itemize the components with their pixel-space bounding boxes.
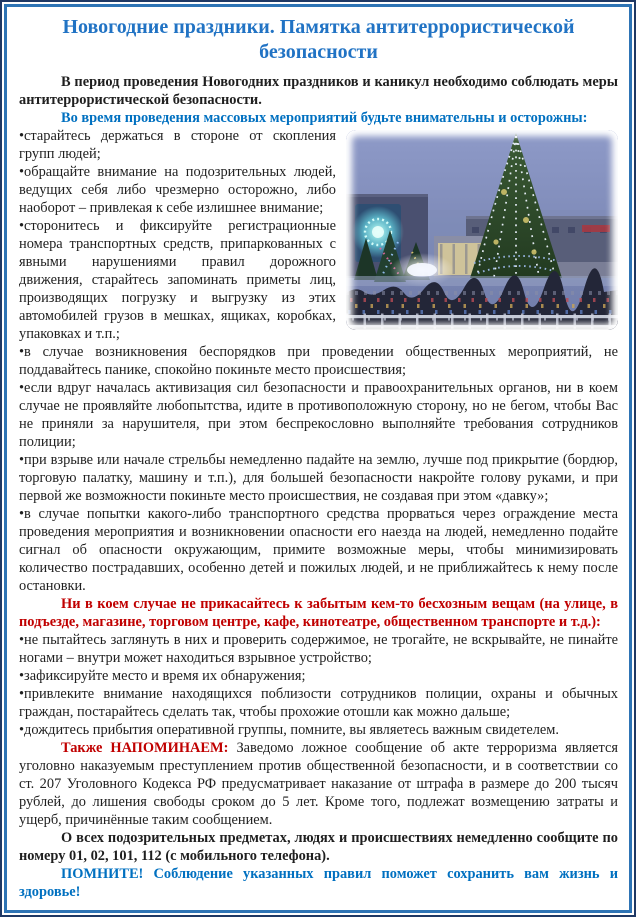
bullet-item: • в случае возникновения беспорядков при проведении общественных мероприятий, не поддавайтесь панике, спокойно покиньте место происшествия; — [19, 343, 618, 379]
media-flow-section — [19, 127, 618, 343]
celebration-photo — [346, 130, 618, 330]
full-width-section — [19, 343, 618, 901]
bullet-item: • старайтесь держаться в стороне от скопления групп людей; — [19, 127, 618, 163]
bullet-item: • обращайте внимание на подозрительных людей, ведущих себя либо чрезмерно осторожно, либо наоборот – привлекая к себе излишнее внимание; — [19, 163, 618, 217]
bullet-item: • если вдруг началась активизация сил безопасности и правоохранительных органов, ни в коем случае не проявляйте любопытства, идите в противоположную сторону, но не бегом, чтобы Вас не приняли за нарушителя, при этом беспрекословно выполняйте требования сотрудников полиции; — [19, 379, 618, 451]
celebration-photo-graphic — [346, 130, 618, 330]
bullet-item: • в случае попытки какого-либо транспортного средства прорваться через ограждение места проведения мероприятия и возникновении опасности его наезда на людей, немедленно подайте сигнал об опасности окружающим, примите возможные меры, чтобы минимизировать количество пострадавших, особенно детей и пожилых людей, и не приближайтесь к нему после остановки. — [19, 505, 618, 595]
bullet-item: • сторонитесь и фиксируйте регистрационные номера транспортных средств, припаркованных с явными нарушениями правил дорожного движения, старайтесь запоминать приметы лиц, производящих погрузку и выгрузку из этих автомобилей грузов в мешках, ящиках, коробках, упаковках и т.п.; — [19, 217, 618, 343]
leaflet-inner-border — [4, 4, 632, 913]
bullet-item: • не пытайтесь заглянуть в них и проверить содержимое, не трогайте, не вскрывайте, не пинайте ногами – внутри может находиться взрывное устройство; — [19, 631, 618, 667]
bullet-item: • при взрыве или начале стрельбы немедленно падайте на землю, лучше под прикрытие (бордюр, торговую палатку, машину и т.п.), для большей безопасности накройте голову руками, и при первой же возможности покиньте место происшествия, не создавая при этом «давку»; — [19, 451, 618, 505]
report-phones-paragraph: О всех подозрительных предметах, людях и происшествиях немедленно сообщите по номеру 01, 02, 101, 112 (с мобильного телефона). — [19, 830, 618, 864]
false-report-warning-paragraph — [19, 739, 618, 829]
unattended-items-heading: Ни в коем случае не прикасайтесь к забытым кем-то бесхозным вещам (на улице, в подъезде, магазине, торговом центре, кафе, кинотеатре, общественном транспорте и т.д.): — [19, 596, 618, 630]
mass-events-heading: Во время проведения массовых мероприятий будьте внимательны и осторожны: — [61, 110, 588, 126]
bullet-item: • зафиксируйте место и время их обнаружения; — [19, 667, 618, 685]
reminder-body: Заведомо ложное сообщение об акте терроризма является уголовно наказуемым преступлением против общественной безопасности, и в соответствии со ст. 207 Уголовного Кодекса РФ предусматривает наказание от штрафа в размере до 200 тысяч рублей, до лишения свободы сроком до 5 лет. Кроме того, подлежат возмещению затраты и ущерб, причинённые таким сообщением. — [19, 740, 619, 828]
bullet-item: • дождитесь прибытия оперативной группы, помните, вы являетесь важным свидетелем. — [19, 721, 618, 739]
intro-paragraph: В период проведения Новогодних праздников и каникул необходимо соблюдать меры антитеррористической безопасности. — [19, 74, 618, 108]
page-title: Новогодние праздники. Памятка антитеррористической безопасности — [62, 16, 575, 63]
bullet-item: • привлеките внимание находящихся поблизости сотрудников полиции, охраны и обычных граждан, постарайтесь сделать так, чтобы прохожие отошли как можно дальше; — [19, 685, 618, 721]
remember-paragraph: ПОМНИТЕ! Соблюдение указанных правил поможет сохранить вам жизнь и здоровье! — [19, 866, 618, 900]
reminder-lead: Также НАПОМИНАЕМ: — [61, 740, 229, 756]
